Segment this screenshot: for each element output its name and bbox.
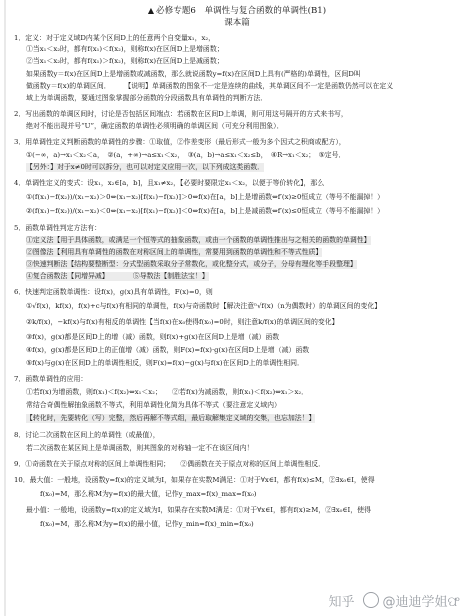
minimum-def: 最小值：一般地，设函数y=f(x)的定义域为I，如果存在实数M满足：①对于∀x∈I，都有f(x)≥M，②∃x₀∈I，使得: [26, 506, 371, 514]
minimum-cont: f(x₀)=M，那么称M为y=f(x)的最小值，记作y_min=f(x)_min=f(x₀): [40, 520, 254, 528]
variant-decreasing: ②(f(x₁)−f(x₂))/(x₁−x₂)＜0⇔(x₁−x₂)[f(x₁)−f(x₂)]＜0⇔f(x)在[a，b]上是减函数⇔f′(x)≤0恒成立（等号不能漏掉！）: [26, 207, 385, 215]
watermark-site: 知乎: [328, 595, 355, 610]
section-2-cont: 绝对不能出现并号“U”，确定函数的单调性必须明确的单调区间（可充分利用图象）．: [26, 122, 284, 130]
method-graph: ②图像法【利用具有单调性的函数在对称区间上的单调性，常要用到函数的单调性和不等式性质】: [26, 248, 323, 256]
title-text: 必修专题6 单调性与复合函数的单调性(B1): [156, 6, 327, 16]
section-8-cont: 若二次函数在某区间上是单调函数，则其图象的对称轴一定不在该区间内！: [26, 444, 254, 452]
section-5-methods: 5．函数单调性判定方法有：: [14, 224, 102, 232]
section-3-note: 【另外：】对于x≠0时可以拆分，也可以对定义应用一次，以下列成这类函数．: [26, 163, 264, 171]
maximum-cont: f(x₀)=M，那么称M为y=f(x)的最大值，记作y_max=f(x)_max=f(x₀): [40, 490, 257, 498]
document-title: [0, 4, 474, 16]
document-subtitle: 课本篇: [224, 18, 250, 28]
rule-2: ②k/f(x)，−kf(x)与f(x)有相反的单调性【当f(x)在x₀使得f(x₀)=0时，则注意k/f(x)的单调区间的变化】: [26, 318, 339, 326]
method-quick: ③快速判断法【结构要整断型：分式型函数采取分子常数化，或化整分式，或分子，分母有理化等手段整理】: [26, 260, 357, 268]
rule-1: ①√f(x)，kf(x)，f(x)+c与f(x)有相同的单调性，f(x)与奇函数时【解决注意ⁿ√f(x)（n为偶数时）的单调区间的变化】: [26, 302, 382, 310]
def-note-cont: 域上为单调函数，要通过图象掌握部分函数的分段函数具有单调性的判断方法．: [26, 94, 268, 102]
section-8-quadratic: 8．讨论二次函数在区间上的单调性（或最值），: [14, 431, 160, 439]
watermark-logo-icon: [363, 592, 379, 608]
method-composite: ④复合函数法【同增异减】 ⑤导数法【制胜法宝！】: [26, 272, 209, 280]
rule-4: ④f(x)，g(x)都是区间D上的正值增（减）函数，则F(x)=f(x)·g(x)在区间D上是增（减）函数: [26, 346, 310, 354]
def-increasing: ①当x₁＜x₂时，都有f(x₁)＜f(x₂)，则称f(x)在区间D上是增函数；: [26, 45, 224, 53]
def-decreasing: ②当x₁＜x₂时，都有f(x₁)＞f(x₂)，则称f(x)在区间D上是减函数；: [26, 57, 224, 65]
def-monotonic-interval: 如果函数y＝f(x)在区间D上是增函数或减函数，那么就说函数y=f(x)在区间D上具有(严格的)单调性，区间D叫: [26, 70, 361, 78]
watermark: [329, 591, 461, 610]
section-10-maximum: 10．最大值：一般地，设函数y=f(x)的定义域为I，如果存在实数M满足：①对于∀x∈I，都有f(x)≤M，②∃x₀∈I，使得: [14, 476, 375, 484]
section-2-intervals: 2．写出函数的单调区间时，讨论是否包括区间端点：若函数在区间D上单调，则可用这号隔开的方式来书写，: [14, 110, 348, 118]
watermark-author: @迪迪学姐ଫ: [382, 595, 460, 610]
method-definition: ①定义法【用于具体函数，或满足一个恒等式的抽象函数，或由一个函数的单调性推出与之相关的函数的单调性】: [26, 236, 371, 244]
section-1-definition: 1．定义：对于定义域D内某个区间D上的任意两个自变量x₁，x₂，: [14, 34, 215, 42]
application-2: 常结合奇偶性解抽象函数不等式，利用单调性化简为具体不等式（要注意定义域内）: [26, 401, 281, 409]
application-note: 【转化时，先要转化（写）完整，然后再解不等式组，最后取解集定义域的交集，也忘加法！】: [26, 414, 316, 422]
section-3-cases: ①(−∞，a)→x₁＜x₂＜a， ②(a，+∞)→a≤x₁＜x₂， ③(a，b)→a≤x₁＜x₂≤b， ④R→x₁＜x₂； ⑤定号．: [26, 151, 346, 159]
application-1: ①若f(x)为增函数，则f(x₁)＜f(x₂)⇔x₁＜x₂； ②若f(x)为减函数，则f(x₁)＜f(x₂)⇔x₁＞x₂．: [26, 388, 308, 396]
section-6-quick-rules: 6．快速判定函数单调性：设f(x)，g(x)具有单调性，F(x)=0，则: [14, 288, 213, 296]
section-3-steps: 3．用单调性定义判断函数的单调性的步骤：①取值，②作差变形（最后形式一般为多个因式之积商或配方），: [14, 138, 346, 146]
def-note: 做函数y＝f(x)的单调区间． 【说明】单调函数的图象不一定是连续的曲线，其单调区间不一定是函数仍然可以在定义: [26, 82, 394, 90]
section-7-applications: 7．函数单调性的应用：: [14, 375, 88, 383]
triangle-icon: ▲: [147, 6, 155, 15]
variant-increasing: ①(f(x₁)−f(x₂))/(x₁−x₂)＞0⇔(x₁−x₂)[f(x₁)−f(x₂)]＞0⇔f(x)在[a，b]上是增函数⇔f′(x)≥0恒成立（等号不能漏掉！）: [26, 193, 385, 201]
rule-5: ⑤f(x)与g(x)在区间D上的单调性相反，则F(x)=f(x)−g(x)与f(x)在区间D上的单调性相同．: [26, 359, 304, 367]
section-9-symmetry: 9．①奇函数在关于原点对称的区间上单调性相同； ②偶函数在关于原点对称的区间上单调性相反．: [14, 460, 326, 468]
section-4-variants: 4．单调性定义的变式：设x₁，x₂∈[a，b]，且x₁≠x₂，【必要时要限定x₁＜x₂，以便于等价转化】，那么: [14, 179, 325, 187]
rule-3: ③f(x)，g(x)都是区间D上的增（减）函数，则f(x)+g(x)在区间D上是增（减）函数: [26, 333, 280, 341]
page-edge-shadow: [4, 0, 6, 616]
